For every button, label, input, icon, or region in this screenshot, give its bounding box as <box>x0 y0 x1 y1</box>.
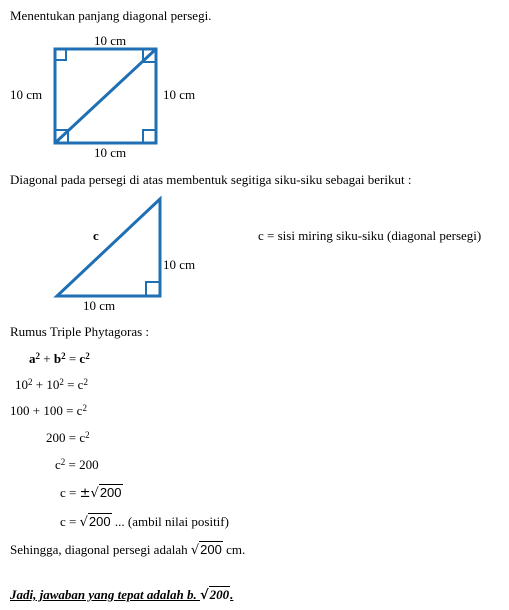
step-5-pre: c <box>55 457 61 472</box>
step-3-exp: 2 <box>82 403 87 413</box>
answer-sqrt <box>200 587 230 604</box>
triangle-outline <box>57 199 160 296</box>
sqrt-icon: √ <box>190 543 200 558</box>
answer-radicand: 200 <box>209 587 230 602</box>
step-2-exp-3: 2 <box>83 377 88 387</box>
step-4 <box>46 430 90 446</box>
answer-pre: Jadi, jawaban yang tepat adalah b. <box>10 587 200 602</box>
step-4-exp: 2 <box>85 430 90 440</box>
step-6-radicand: 200 <box>99 485 122 500</box>
conclusion-post: cm. <box>222 542 246 557</box>
final-answer <box>10 587 233 604</box>
step-3 <box>10 403 87 419</box>
step-1-plus: + <box>40 351 54 366</box>
step-2-exp-2: 2 <box>59 377 64 387</box>
step-1-c-exp: 2 <box>85 351 90 361</box>
square-top-label: 10 cm <box>94 33 127 48</box>
step-2-eq: = c <box>63 377 84 392</box>
marker-top-left <box>55 49 66 60</box>
intro-text: Menentukan panjang diagonal persegi. <box>10 8 212 23</box>
step-1-b: b <box>53 351 62 366</box>
step-6-pm: ± <box>79 486 91 501</box>
step-3-text: 100 + 100 = c <box>10 403 83 418</box>
step-2-plus: + 10 <box>32 377 60 392</box>
conclusion-sqrt <box>191 542 223 559</box>
sqrt-icon: √ <box>90 486 99 501</box>
triangle-right-angle-marker <box>146 282 160 296</box>
square-shape <box>55 49 156 143</box>
square-right-label: 10 cm <box>163 87 196 102</box>
marker-bottom-right <box>143 130 156 143</box>
step-7-post: ... (ambil nilai positif) <box>111 514 229 529</box>
step-7-radicand: 200 <box>88 514 111 529</box>
step-1-a-exp: 2 <box>35 351 40 361</box>
step-2-exp-1: 2 <box>28 377 33 387</box>
square-left-label: 10 cm <box>10 87 43 102</box>
step-1-a: a <box>29 351 36 366</box>
answer-post: . <box>230 587 234 602</box>
step-5-exp: 2 <box>60 457 66 467</box>
step-2 <box>15 377 88 393</box>
triangle-hyp-label: c <box>93 228 99 243</box>
triangle-right-label: 10 cm <box>163 257 196 272</box>
step-2-left: 10 <box>15 377 28 392</box>
triangle-shape <box>57 199 160 296</box>
step-4-text: 200 = c <box>46 430 86 445</box>
step-1 <box>29 351 90 367</box>
conclusion-pre: Sehingga, diagonal persegi adalah <box>10 542 191 557</box>
step-7-sqrt <box>80 514 112 531</box>
step-7-pre: c = <box>60 514 80 529</box>
step-5-post: = 200 <box>65 457 99 472</box>
square-bottom-label: 10 cm <box>94 145 127 160</box>
step-1-c: c <box>79 351 86 366</box>
triangle-bottom-label: 10 cm <box>83 298 116 313</box>
sqrt-icon: √ <box>79 515 88 530</box>
triangle-note: c = sisi miring siku-siku (diagonal persegi) <box>258 228 482 243</box>
step-1-eq: = <box>65 351 80 366</box>
step-6-pre: c = <box>60 485 80 500</box>
formula-title: Rumus Triple Phytagoras : <box>10 324 150 339</box>
conclusion <box>10 542 245 559</box>
step-6-sqrt <box>91 485 123 502</box>
sqrt-icon: √ <box>199 588 209 603</box>
step-6 <box>60 485 123 502</box>
step-5 <box>55 457 99 473</box>
square-diagonal <box>55 49 156 143</box>
step-1-b-exp: 2 <box>61 351 66 361</box>
triangle-intro-text: Diagonal pada persegi di atas membentuk segitiga siku-siku sebagai berikut : <box>10 172 412 187</box>
step-7 <box>60 514 229 531</box>
conclusion-radicand: 200 <box>200 542 222 557</box>
